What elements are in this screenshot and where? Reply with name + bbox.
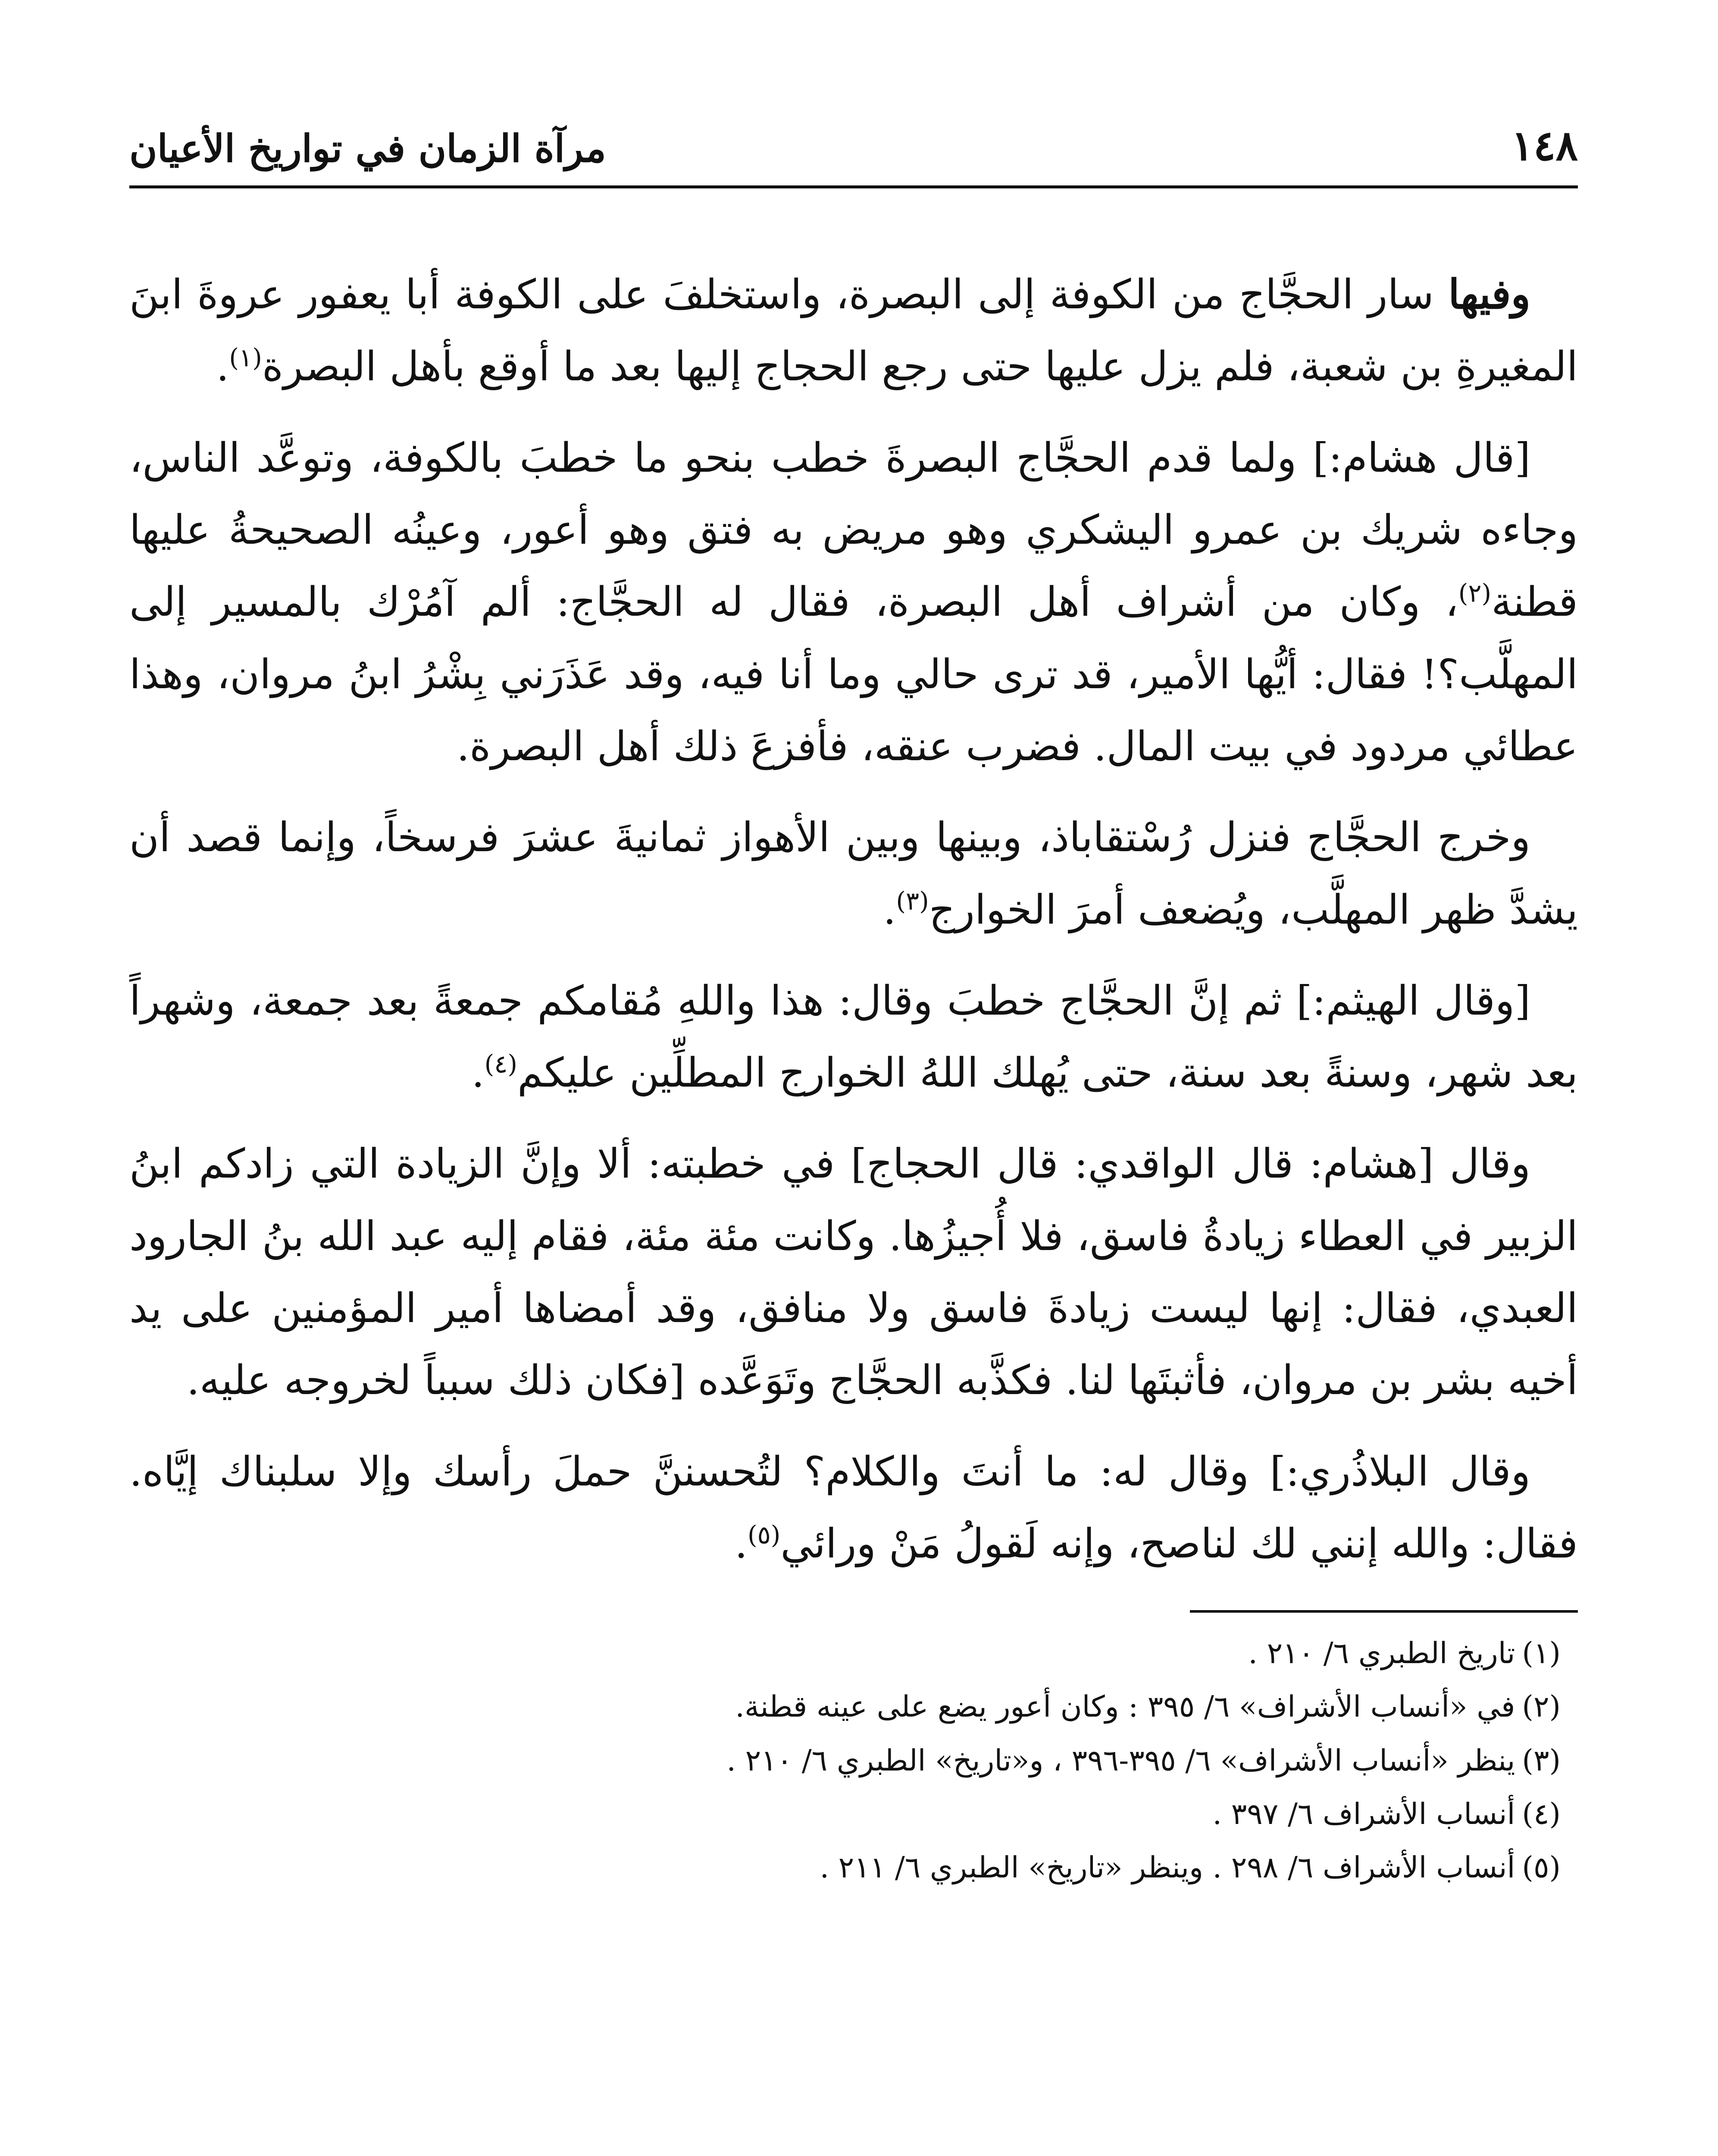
footnote-2 [129, 1683, 1578, 1731]
footnote-ref-5: (٥) [747, 1520, 781, 1550]
paragraph-text-b: ، وكان من أشراف أهل البصرة، فقال له الحجَّاج: ألم آمُرْك بالمسير إلى المهلَّب؟! فقال: أيُّها الأمير، قد ترى حالي وما أنا فيه، وقد عَذَرَني بِشْرُ ابنُ مروان، وهذا عطائي مردود في بيت المال. فضرب عنقه، فأفزعَ ذلك أهل البصرة. [129, 579, 1578, 770]
paragraph-1 [129, 259, 1578, 403]
footnote-text: في «أنساب الأشراف» ٦/ ٣٩٥ : وكان أعور يضع على عينه قطنة. [735, 1690, 1515, 1724]
footnote-number: (١) [1522, 1636, 1561, 1671]
paragraph-text: وقال البلاذُري:] وقال له: ما أنتَ والكلام؟ لتُحسننَّ حملَ رأسك وإلا سلبناك إيَّاه. فقال: والله إنني لك لناصح، وإنه لَقولُ مَنْ ورائي [129, 1448, 1578, 1567]
footnote-number: (٢) [1522, 1690, 1561, 1724]
page-header [129, 121, 1578, 190]
footnote-4 [129, 1791, 1578, 1838]
paragraph-3 [129, 802, 1578, 946]
paragraph-5 [129, 1128, 1578, 1416]
paragraph-end: . [216, 343, 229, 391]
footnote-ref-4: (٤) [484, 1049, 518, 1079]
paragraph-end: . [471, 1050, 485, 1097]
footnote-ref-2: (٢) [1458, 578, 1492, 608]
footnote-text: أنساب الأشراف ٦/ ٢٩٨ . وينظر «تاريخ» الطبري ٦/ ٢١١ . [820, 1850, 1515, 1885]
footnote-number: (٣) [1522, 1743, 1561, 1778]
paragraph-2 [129, 422, 1578, 783]
footnote-number: (٥) [1522, 1850, 1561, 1885]
running-title: مرآة الزمان في تواريخ الأعيان [129, 126, 606, 171]
paragraph-lead-word: وفيها [1448, 271, 1530, 318]
paragraph-end: . [883, 886, 896, 934]
footnote-ref-3: (٣) [896, 886, 929, 916]
header-rule [129, 185, 1578, 188]
footnote-1 [129, 1630, 1578, 1677]
paragraph-text: [وقال الهيثم:] ثم إنَّ الحجَّاج خطبَ وقال: هذا واللهِ مُقامكم جمعةً بعد جمعة، وشهراً بعد شهر، وسنةً بعد سنة، حتى يُهلك اللهُ الخوارج المطلِّين عليكم [129, 977, 1578, 1097]
main-text [129, 259, 1578, 1580]
paragraph-6 [129, 1436, 1578, 1580]
footnotes [129, 1630, 1578, 1892]
paragraph-end: . [735, 1520, 748, 1567]
footnote-text: تاريخ الطبري ٦/ ٢١٠ . [1248, 1636, 1515, 1671]
footnote-5 [129, 1844, 1578, 1892]
paragraph-text-a: [قال هشام:] ولما قدم الحجَّاج البصرةَ خطب بنحو ما خطبَ بالكوفة، وتوعَّد الناس، وجاءه شريك بن عمرو اليشكري وهو مريض به فتق وهو أعور، وعينُه الصحيحةُ عليها قطنة [129, 434, 1578, 626]
footnote-ref-1: (١) [229, 343, 262, 373]
footnote-text: أنساب الأشراف ٦/ ٣٩٧ . [1212, 1797, 1515, 1831]
footnote-separator [1190, 1610, 1578, 1613]
paragraph-text: سار الحجَّاج من الكوفة إلى البصرة، واستخلفَ على الكوفة أبا يعفور عروةَ ابنَ المغيرةِ بن شعبة، فلم يزل عليها حتى رجع الحجاج إليها بعد ما أوقع بأهل البصرة [129, 271, 1578, 391]
page-number: ١٤٨ [1511, 121, 1578, 170]
paragraph-text: وخرج الحجَّاج فنزل رُسْتقاباذ، وبينها وبين الأهواز ثمانيةَ عشرَ فرسخاً، وإنما قصد أن يشدَّ ظهر المهلَّب، ويُضعف أمرَ الخوارج [129, 814, 1578, 934]
paragraph-text: وقال [هشام: قال الواقدي: قال الحجاج] في خطبته: ألا وإنَّ الزيادة التي زادكم ابنُ الزبير في العطاء زيادةُ فاسق، فلا أُجيزُها. وكانت مئة مئة، فقام إليه عبد الله بنُ الجارود العبدي، فقال: إنها ليست زيادةَ فاسق ولا منافق، وقد أمضاها أمير المؤمنين على يد أخيه بشر بن مروان، فأثبتَها لنا. فكذَّبه الحجَّاج وتَوَعَّده [فكان ذلك سبباً لخروجه عليه. [129, 1141, 1578, 1404]
footnote-number: (٤) [1522, 1797, 1561, 1831]
book-page [129, 121, 1578, 2156]
footnote-text: ينظر «أنساب الأشراف» ٦/ ٣٩٥-٣٩٦ ، و«تاريخ» الطبري ٦/ ٢١٠ . [726, 1743, 1515, 1778]
paragraph-4 [129, 965, 1578, 1109]
footnote-3 [129, 1737, 1578, 1785]
